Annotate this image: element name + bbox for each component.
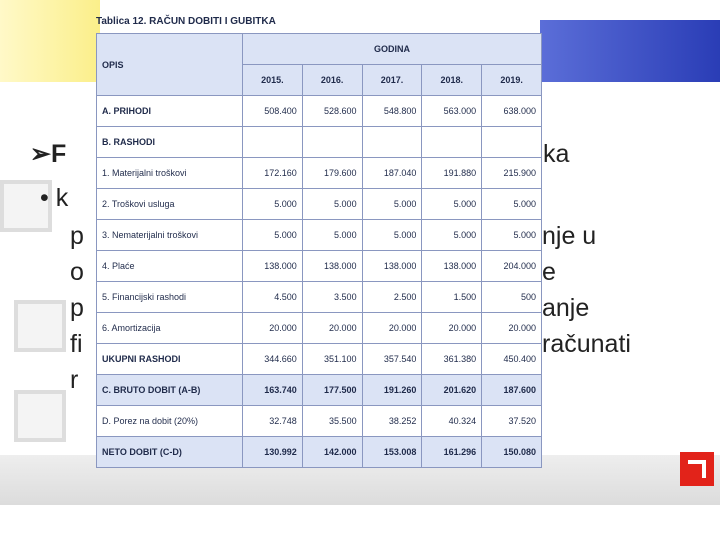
slide-text-fragment: anje [542, 294, 590, 322]
row-value: 5.000 [482, 189, 542, 220]
row-value: 20.000 [422, 313, 482, 344]
row-value: 5.000 [302, 189, 362, 220]
row-value: 5.000 [362, 189, 422, 220]
row-value: 138.000 [422, 251, 482, 282]
row-value: 508.400 [242, 96, 302, 127]
row-label: 5. Financijski rashodi [97, 282, 243, 313]
row-value: 450.400 [482, 344, 542, 375]
row-value: 40.324 [422, 406, 482, 437]
year-header: 2018. [422, 65, 482, 96]
row-label: NETO DOBIT (C-D) [97, 437, 243, 468]
row-value: 204.000 [482, 251, 542, 282]
row-value: 161.296 [422, 437, 482, 468]
slide-text-fragment: nje u [542, 222, 597, 250]
row-value: 37.520 [482, 406, 542, 437]
decor-blue-block [540, 20, 720, 82]
slide-text-fragment: e [542, 258, 556, 286]
row-value: 1.500 [422, 282, 482, 313]
row-value: 150.080 [482, 437, 542, 468]
row-value: 5.000 [422, 189, 482, 220]
slide-text-fragment: p [70, 294, 84, 322]
slide-heading-fragment: ka [543, 140, 570, 168]
row-value: 548.800 [362, 96, 422, 127]
row-value: 163.740 [242, 375, 302, 406]
slide-text-fragment: r [70, 366, 79, 394]
godina-header: GODINA [242, 34, 541, 65]
income-statement-table [96, 33, 542, 468]
row-label: B. RASHODI [97, 127, 243, 158]
row-value [482, 127, 542, 158]
row-value: 3.500 [302, 282, 362, 313]
row-value: 5.000 [422, 220, 482, 251]
row-value: 2.500 [362, 282, 422, 313]
row-value: 138.000 [242, 251, 302, 282]
row-value: 20.000 [362, 313, 422, 344]
table-row [97, 344, 542, 375]
table-caption: Tablica 12. RAČUN DOBITI I GUBITKA [96, 16, 276, 27]
table-body [97, 96, 542, 468]
opis-header: OPIS [97, 34, 243, 96]
row-value: 35.500 [302, 406, 362, 437]
table-row [97, 96, 542, 127]
row-value: 187.600 [482, 375, 542, 406]
row-label: D. Porez na dobit (20%) [97, 406, 243, 437]
decor-yellow-block [0, 0, 100, 82]
table-row [97, 437, 542, 468]
row-value: 138.000 [302, 251, 362, 282]
row-value: 172.160 [242, 158, 302, 189]
row-value: 191.260 [362, 375, 422, 406]
row-value: 20.000 [242, 313, 302, 344]
logo-icon [680, 452, 714, 486]
slide-heading-fragment: ➢F [30, 140, 67, 168]
year-header: 2019. [482, 65, 542, 96]
row-label: 1. Materijalni troškovi [97, 158, 243, 189]
row-value [362, 127, 422, 158]
decor-square [14, 390, 66, 442]
table-row [97, 375, 542, 406]
row-value: 187.040 [362, 158, 422, 189]
row-value [302, 127, 362, 158]
year-header: 2016. [302, 65, 362, 96]
row-value: 344.660 [242, 344, 302, 375]
row-value [422, 127, 482, 158]
row-value: 142.000 [302, 437, 362, 468]
row-label: 6. Amortizacija [97, 313, 243, 344]
row-value: 5.000 [362, 220, 422, 251]
table-row [97, 158, 542, 189]
row-label: 2. Troškovi usluga [97, 189, 243, 220]
row-label: UKUPNI RASHODI [97, 344, 243, 375]
row-value: 4.500 [242, 282, 302, 313]
table-row [97, 282, 542, 313]
row-value: 179.600 [302, 158, 362, 189]
row-label: 3. Nematerijalni troškovi [97, 220, 243, 251]
decor-square [14, 300, 66, 352]
row-value: 130.992 [242, 437, 302, 468]
row-value: 563.000 [422, 96, 482, 127]
row-value: 138.000 [362, 251, 422, 282]
table-row [97, 251, 542, 282]
row-value: 201.620 [422, 375, 482, 406]
row-value: 215.900 [482, 158, 542, 189]
row-label: A. PRIHODI [97, 96, 243, 127]
table-row [97, 313, 542, 344]
row-value: 38.252 [362, 406, 422, 437]
row-value: 351.100 [302, 344, 362, 375]
table-row [97, 127, 542, 158]
slide-text-fragment: p [70, 222, 84, 250]
row-value: 32.748 [242, 406, 302, 437]
row-value: 528.600 [302, 96, 362, 127]
slide-text-fragment: računati [542, 330, 631, 358]
row-value: 20.000 [302, 313, 362, 344]
row-label: 4. Plaće [97, 251, 243, 282]
table-row [97, 406, 542, 437]
row-value: 177.500 [302, 375, 362, 406]
row-value: 638.000 [482, 96, 542, 127]
row-value: 191.880 [422, 158, 482, 189]
row-value: 5.000 [482, 220, 542, 251]
row-value [242, 127, 302, 158]
slide-bullet-fragment: • k [40, 184, 69, 212]
year-header: 2015. [242, 65, 302, 96]
row-value: 5.000 [242, 220, 302, 251]
row-label: C. BRUTO DOBIT (A-B) [97, 375, 243, 406]
row-value: 5.000 [242, 189, 302, 220]
row-value: 361.380 [422, 344, 482, 375]
year-header: 2017. [362, 65, 422, 96]
row-value: 500 [482, 282, 542, 313]
table-row [97, 189, 542, 220]
slide-text-fragment: o [70, 258, 84, 286]
row-value: 20.000 [482, 313, 542, 344]
table-row [97, 220, 542, 251]
row-value: 5.000 [302, 220, 362, 251]
row-value: 153.008 [362, 437, 422, 468]
income-statement-table-panel [96, 16, 542, 468]
table-header-row [97, 34, 542, 65]
slide-text-fragment: fi [70, 330, 83, 358]
row-value: 357.540 [362, 344, 422, 375]
